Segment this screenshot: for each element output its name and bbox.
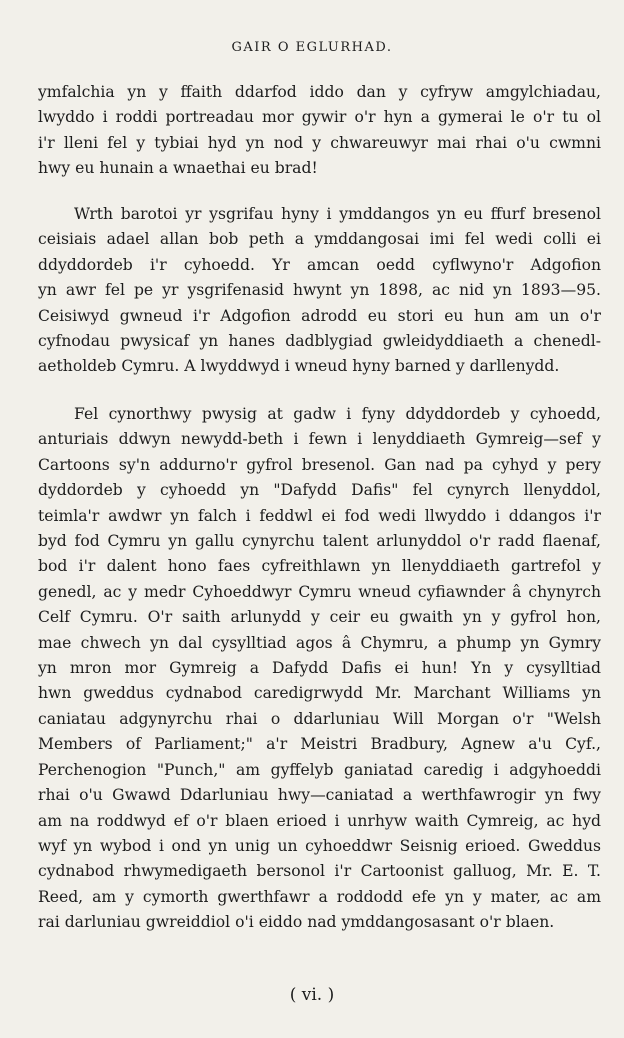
- text-line: rhai o'u Gwawd Ddarluniau hwy—caniatad a werthfawrogir yn fwy: [38, 786, 601, 805]
- text-line: ymfalchia yn y ffaith ddarfod iddo dan y cyfryw amgylchiadau,: [38, 83, 601, 101]
- text-line: hwn gweddus cydnabod caredigrwydd Mr. Marchant Williams yn: [38, 684, 601, 703]
- text-line: Celf Cymru. O'r saith arlunydd y ceir eu gwaith yn y gyfrol hon,: [38, 608, 601, 627]
- text-line: yn mron mor Gymreig a Dafydd Dafis ei hun! Yn y cysylltiad: [38, 659, 601, 678]
- text-line: Members of Parliament;" a'r Meistri Bradbury, Agnew a'u Cyf.,: [38, 735, 601, 754]
- text-line: bod i'r dalent hono faes cyfreithlawn yn llenyddiaeth gartrefol y: [38, 557, 601, 576]
- text-line: Wrth barotoi yr ysgrifau hyny i ymddangos yn eu ffurf bresenol: [74, 205, 601, 223]
- text-line: genedl, ac y medr Cyhoeddwyr Cymru wneud cyfiawnder â chynyrch: [38, 582, 601, 601]
- text-line: anturiais ddwyn newydd-beth i fewn i lenyddiaeth Gymreig—sef y: [38, 430, 601, 449]
- paragraph-2: [38, 202, 601, 380]
- text-line: yn awr fel pe yr ysgrifenasid hwynt yn 1898, ac nid yn 1893—95.: [38, 281, 601, 300]
- text-line: byd fod Cymru yn gallu cynyrchu talent arlunyddol o'r radd flaenaf,: [38, 532, 601, 551]
- text-line: am na roddwyd ef o'r blaen erioed i unrhyw waith Cymreig, ac hyd: [38, 811, 601, 830]
- text-line: ddyddordeb i'r cyhoedd. Yr amcan oedd cyflwyno'r Adgofion: [38, 255, 601, 274]
- text-line: mae chwech yn dal cysylltiad agos â Chymru, a phump yn Gymry: [38, 633, 601, 652]
- text-line: wyf yn wybod i ond yn unig un cyhoeddwr Seisnig erioed. Gweddus: [38, 836, 601, 855]
- text-line: i'r lleni fel y tybiai hyd yn nod y chwareuwyr mai rhai o'u cwmni: [38, 133, 601, 152]
- text-line: cydnabod rhwymedigaeth bersonol i'r Cartoonist galluog, Mr. E. T.: [38, 862, 601, 881]
- text-line: cyfnodau pwysicaf yn hanes dadblygiad gwleidyddiaeth a chenedl-: [38, 332, 601, 351]
- paragraph-3: [38, 402, 601, 936]
- text-line: teimla'r awdwr yn falch i feddwl ei fod wedi llwyddo i ddangos i'r: [38, 506, 601, 525]
- paragraph-1: [38, 80, 601, 182]
- text-line: hwy eu hunain a wnaethai eu brad!: [38, 159, 318, 178]
- text-line: Fel cynorthwy pwysig at gadw i fyny ddyddordeb y cyhoedd,: [74, 405, 601, 423]
- page-number: ( vi. ): [289, 985, 335, 1005]
- text-line: rai darluniau gwreiddiol o'i eiddo nad ymddangosasant o'r blaen.: [38, 913, 555, 932]
- running-head: GAIR O EGLURHAD.: [231, 40, 393, 55]
- text-line: Perchenogion "Punch," am gyffelyb ganiatad caredig i adgyhoeddi: [38, 760, 601, 779]
- text-line: dyddordeb y cyhoedd yn "Dafydd Dafis" fel cynyrch llenyddol,: [38, 481, 601, 500]
- text-line: Cartoons sy'n addurno'r gyfrol bresenol. Gan nad pa cyhyd y pery: [38, 455, 601, 474]
- text-line: caniatau adgynyrchu rhai o ddarluniau Will Morgan o'r "Welsh: [38, 709, 601, 728]
- text-line: Reed, am y cymorth gwerthfawr a roddodd efe yn y mater, ac am: [38, 887, 601, 906]
- text-line: ceisiais adael allan bob peth a ymddangosai imi fel wedi colli ei: [38, 230, 601, 249]
- text-line: lwyddo i roddi portreadau mor gywir o'r hyn a gymerai le o'r tu ol: [38, 108, 601, 127]
- text-line: Ceisiwyd gwneud i'r Adgofion adrodd eu stori eu hun am un o'r: [38, 306, 601, 325]
- text-line: aetholdeb Cymru. A lwyddwyd i wneud hyny barned y darllenydd.: [38, 357, 560, 376]
